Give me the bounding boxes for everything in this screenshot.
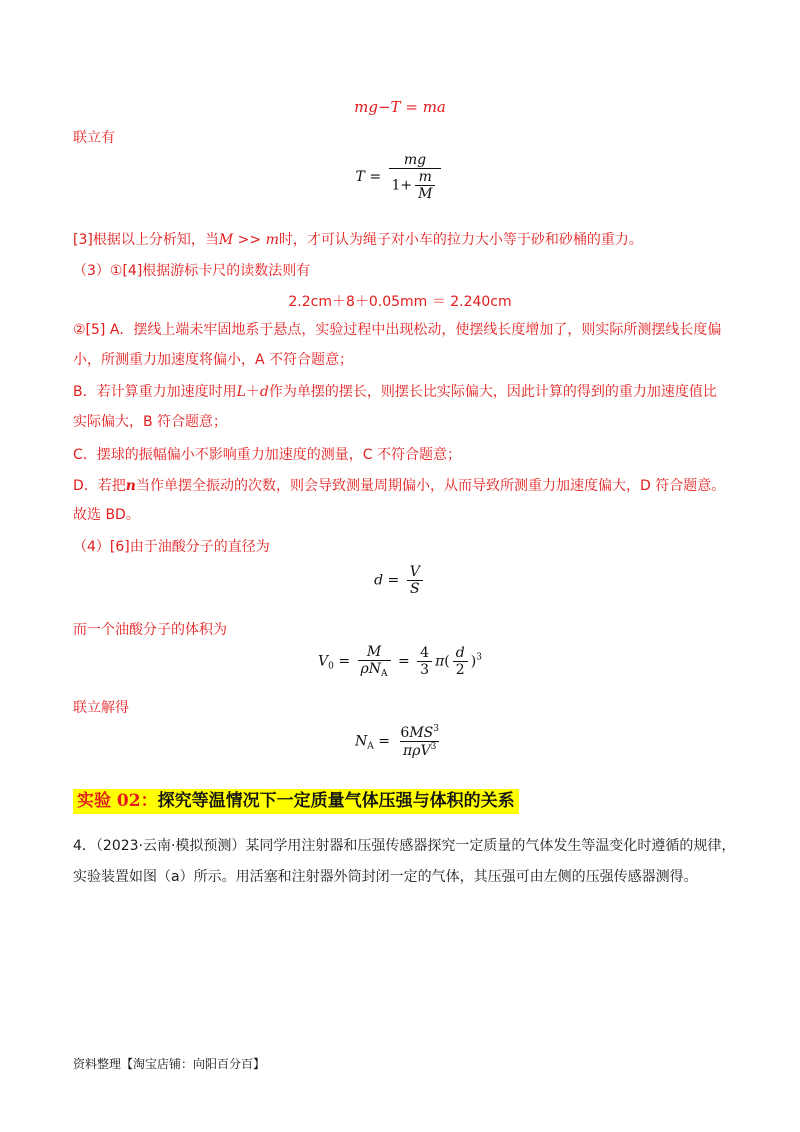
eq-na-N: N <box>355 733 368 750</box>
eq-na-equals: = <box>378 733 390 750</box>
p3-prefix: [3]根据以上分析知，当 <box>73 232 219 248</box>
eq-d-equals: = <box>387 572 400 589</box>
pb-prefix: B．若计算重力加速度时用 <box>73 384 237 400</box>
equation-newton <box>0 98 800 116</box>
eq-v0-three: 3 <box>417 661 432 678</box>
section-heading-title: 探究等温情况下一定质量气体压强与体积的关系 <box>157 791 515 811</box>
eq-na-den-sup: 3 <box>430 742 437 752</box>
page-footer: 资料整理【淘宝店铺：向阳百分百】 <box>73 1057 266 1071</box>
equation-vernier: 2.2cm＋8＋0.05mm ＝ 2.240cm <box>288 294 512 310</box>
eq-d-numerator: V <box>409 564 420 580</box>
eq-v0-fraction-2 <box>417 645 432 678</box>
eq-v0-two: 2 <box>453 661 468 678</box>
p3-M: M <box>218 232 234 248</box>
eq-v0-equals-2: = <box>397 653 410 670</box>
eq-d-fraction <box>407 564 423 597</box>
eq-v0-rho: ρ <box>360 661 369 677</box>
pb-L: L <box>236 384 246 400</box>
equation-tension <box>0 152 800 202</box>
option-b-line-2: 实际偏大，B 符合题意； <box>73 414 228 430</box>
option-c-line: C．摆球的振幅偏小不影响重力加速度的测量，C 不符合题意； <box>73 447 461 463</box>
eq-na-rho: ρ <box>412 743 421 759</box>
eq-v0-N: N <box>368 661 382 677</box>
section-heading-number: 实验 02： <box>77 791 158 811</box>
eq-na-sub: A <box>367 741 374 752</box>
eq-T-denominator <box>389 168 442 202</box>
section-heading <box>73 789 519 814</box>
eq-v0-fraction-1 <box>358 644 391 679</box>
question-4-line-2: 实验装置如图（a）所示。用活塞和注射器外筒封闭一定的气体，其压强可由左侧的压强传感器测得。 <box>73 869 698 885</box>
question-4-line-1: 4．（2023·云南·模拟预测）某同学用注射器和压强传感器探究一定质量的气体发生等温变化时遵循的规律， <box>73 838 736 854</box>
paragraph-6: （4）[6]由于油酸分子的直径为 <box>73 539 270 555</box>
eq-T-fraction <box>389 152 442 202</box>
eq-v0-four: 4 <box>420 645 430 661</box>
eq-na-V: V <box>420 743 431 759</box>
eq-na-MS: MS <box>409 725 434 741</box>
eq-v0-N-sub: A <box>381 669 388 679</box>
option-d-line-1 <box>73 476 725 496</box>
text-lianli: 联立有 <box>73 130 115 146</box>
paragraph-4: （3）①[4]根据游标卡尺的读数法则有 <box>73 263 311 279</box>
equation-diameter <box>0 564 800 597</box>
paragraph-3 <box>73 230 643 250</box>
option-a-line-2: 小，所测重力加速度将偏小，A 不符合题意； <box>73 352 354 368</box>
eq-v0-lparen: ( <box>444 653 450 670</box>
option-a-line-1: ②[5] A．摆线上端未牢固地系于悬点，实验过程中出现松动，使摆线长度增加了，则实际所测摆线长度偏 <box>73 322 722 338</box>
p3-suffix: 时，才可认为绳子对小车的拉力大小等于砂和砂桶的重力。 <box>278 232 643 248</box>
eq-term-T: T <box>390 98 401 116</box>
eq-v0-fraction-3 <box>453 645 468 678</box>
eq-na-fraction <box>397 724 442 759</box>
eq-d-lhs: d <box>374 572 384 589</box>
paragraph-8: 联立解得 <box>73 700 129 716</box>
option-d-line-2: 故选 BD。 <box>73 507 140 523</box>
eq-T-equals: = <box>369 169 382 185</box>
eq-v0-sub: 0 <box>328 661 334 672</box>
eq-T-inner-fraction <box>415 169 435 202</box>
eq-T-lhs: T <box>355 169 365 185</box>
eq-equals: = <box>405 98 418 116</box>
eq-v0-cube: 3 <box>476 652 482 663</box>
pb-plus: ＋ <box>245 384 260 400</box>
pb-d: d <box>259 384 269 400</box>
eq-v0-d: d <box>455 645 465 661</box>
eq-na-pi: π <box>403 743 413 759</box>
eq-T-inner-num: m <box>418 169 432 185</box>
p3-gg: >> <box>237 232 262 248</box>
pd-prefix: D．若把 <box>73 478 126 494</box>
equation-volume <box>0 644 800 679</box>
pd-n: n <box>125 478 136 494</box>
equation-avogadro <box>0 724 800 759</box>
eq-v0-V: V <box>318 653 329 670</box>
eq-na-num-sup: 3 <box>433 724 439 734</box>
pd-suffix: 当作单摆全振动的次数，则会导致测量周期偏小，从而导致所测重力加速度偏大，D 符合题意。 <box>135 478 726 494</box>
paragraph-7: 而一个油酸分子的体积为 <box>73 622 227 638</box>
option-b-line-1 <box>73 382 717 402</box>
eq-d-denominator: S <box>407 580 423 597</box>
eq-T-inner-den: M <box>415 185 435 202</box>
eq-term-ma: ma <box>422 98 446 116</box>
eq-v0-num: M <box>366 644 382 660</box>
p3-m: m <box>265 232 279 248</box>
eq-v0-equals: = <box>338 653 351 670</box>
eq-na-numerator <box>397 724 442 741</box>
eq-v0-pi: π <box>435 653 445 670</box>
eq-term-mg: mg <box>354 98 378 116</box>
eq-T-den-one: 1+ <box>391 177 413 194</box>
eq-na-six: 6 <box>400 725 410 741</box>
eq-T-numerator: mg <box>403 152 427 168</box>
eq-na-denominator <box>400 741 439 759</box>
pb-suffix: 作为单摆的摆长，则摆长比实际偏大，因此计算的得到的重力加速度值比 <box>268 384 717 400</box>
eq-v0-den <box>358 660 391 679</box>
eq-v0-rparen: ) <box>470 653 477 670</box>
eq-minus: − <box>377 98 391 116</box>
